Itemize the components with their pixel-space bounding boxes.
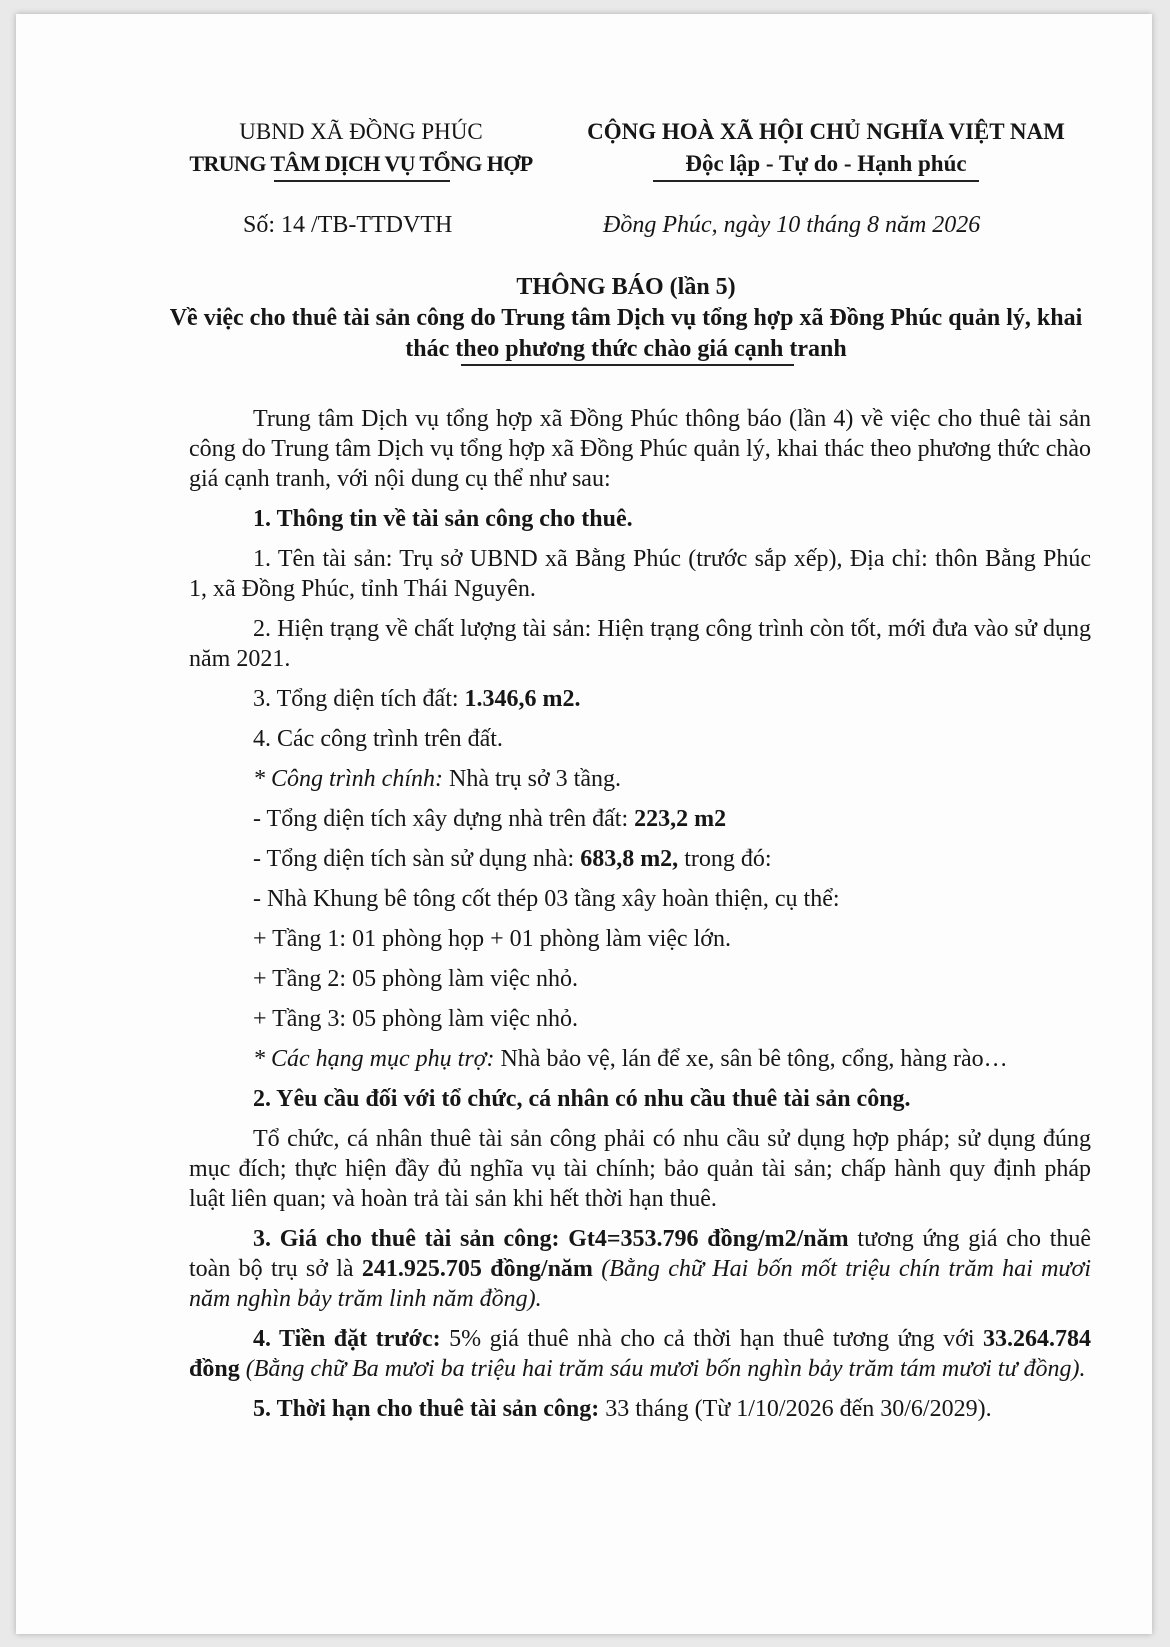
auxiliary-works-value: Nhà bảo vệ, lán để xe, sân bê tông, cổng, hàng rào… — [494, 1046, 1008, 1072]
floor-3: + Tầng 3: 05 phòng làm việc nhỏ. — [253, 1006, 579, 1032]
price-in-words: (Bằng chữ Hai bốn mốt triệu chín trăm hai mươi năm nghìn bảy trăm linh năm đồng). — [189, 1256, 1091, 1312]
total-annual-price: 241.925.705 đồng/năm — [361, 1256, 593, 1282]
section-2-text: Tổ chức, cá nhân thuê tài sản công phải có nhu cầu sử dụng hợp pháp; sử dụng đúng mục đích; thực hiện đầy đủ nghĩa vụ tài chính; bảo quản tài sản; chấp hành quy định pháp luật liên quan; và hoàn trả tài sản khi hết thời hạn thuê. — [189, 1126, 1091, 1212]
issuer-underline — [274, 180, 450, 182]
auxiliary-works — [189, 1044, 1091, 1074]
main-works — [189, 764, 1091, 794]
document-title: THÔNG BÁO (lần 5) — [516, 274, 736, 300]
section-5-term — [189, 1394, 1091, 1424]
document-page — [16, 14, 1152, 1634]
main-works-value: Nhà trụ sở 3 tầng. — [443, 766, 621, 792]
document-date: Đồng Phúc, ngày 10 tháng 8 năm 2026 — [603, 212, 981, 238]
frame-structure: - Nhà Khung bê tông cốt thép 03 tầng xây hoàn thiện, cụ thể: — [253, 886, 840, 912]
issuer-org: TRUNG TÂM DỊCH VỤ TỔNG HỢP — [189, 151, 533, 176]
section-3-price — [189, 1224, 1091, 1314]
lease-term: 33 tháng (Từ 1/10/2026 đến 30/6/2029). — [599, 1396, 992, 1422]
document-number: Số: 14 /TB-TTDVTH — [243, 212, 453, 238]
section-3-label: 3. Giá cho thuê tài sản công: — [253, 1226, 569, 1252]
asset-condition: 2. Hiện trạng về chất lượng tài sản: Hiện trạng công trình còn tốt, mới đưa vào sử dụng năm 2021. — [189, 616, 1091, 672]
floor-area-tail: trong đó: — [678, 846, 772, 872]
floor-1: + Tầng 1: 01 phòng họp + 01 phòng làm việc lớn. — [253, 926, 731, 952]
document-title-block — [166, 272, 1086, 365]
deposit-amount: 33.264.784 đồng — [189, 1326, 1091, 1382]
unit-price: Gt4=353.796 đồng/m2/năm — [568, 1226, 849, 1252]
deposit-in-words: (Bằng chữ Ba mươi ba triệu hai trăm sáu mươi bốn nghìn bảy trăm tám mươi tư đồng). — [239, 1356, 1086, 1382]
floor-area-value: 683,8 m2, — [580, 846, 679, 872]
build-area — [189, 804, 1091, 834]
land-area — [189, 684, 1091, 714]
floor-2: + Tầng 2: 05 phòng làm việc nhỏ. — [253, 966, 579, 992]
section-2-heading: 2. Yêu cầu đối với tổ chức, cá nhân có nhu cầu thuê tài sản công. — [253, 1086, 911, 1112]
land-area-value: 1.346,6 m2. — [464, 686, 581, 712]
asset-name: 1. Tên tài sản: Trụ sở UBND xã Bằng Phúc (trước sắp xếp), Địa chỉ: thôn Bằng Phúc 1, xã Đồng Phúc, tỉnh Thái Nguyên. — [189, 546, 1091, 602]
section-4-deposit — [189, 1324, 1091, 1384]
land-area-label: 3. Tổng diện tích đất: — [253, 686, 465, 712]
floor-area — [189, 844, 1091, 874]
document-subtitle: Về việc cho thuê tài sản công do Trung tâm Dịch vụ tổng hợp xã Đồng Phúc quản lý, khai thác theo phương thức chào giá cạnh tranh — [169, 305, 1083, 362]
section-4-label: 4. Tiền đặt trước: — [253, 1326, 441, 1352]
works-on-land: 4. Các công trình trên đất. — [253, 726, 503, 752]
section-4-mid: 5% giá thuê nhà cho cả thời hạn thuê tương ứng với — [440, 1326, 983, 1352]
issuer-header — [166, 116, 556, 180]
national-motto: Độc lập - Tự do - Hạnh phúc — [685, 151, 967, 176]
build-area-label: - Tổng diện tích xây dựng nhà trên đất: — [253, 806, 635, 832]
build-area-value: 223,2 m2 — [634, 806, 727, 832]
motto-underline — [653, 180, 979, 182]
auxiliary-works-label: * Các hạng mục phụ trợ: — [253, 1046, 495, 1072]
document-body — [189, 404, 1091, 1434]
section-1-heading: 1. Thông tin về tài sản công cho thuê. — [253, 506, 633, 532]
section-5-label: 5. Thời hạn cho thuê tài sản công: — [253, 1396, 600, 1422]
main-works-label: * Công trình chính: — [253, 766, 443, 792]
section-3-mid: tương ứng giá cho thuê toàn bộ trụ sở là — [189, 1226, 1092, 1282]
issuer-parent-org: UBND XÃ ĐỒNG PHÚC — [239, 119, 483, 144]
national-title: CỘNG HOÀ XÃ HỘI CHỦ NGHĨA VIỆT NAM — [587, 119, 1065, 144]
national-header — [556, 116, 1096, 180]
intro-paragraph: Trung tâm Dịch vụ tổng hợp xã Đồng Phúc thông báo (lần 4) về việc cho thuê tài sản công do Trung tâm Dịch vụ tổng hợp xã Đồng Phúc quản lý, khai thác theo phương thức chào giá cạnh tranh, với nội dung cụ thể như sau: — [189, 406, 1091, 492]
title-underline — [461, 364, 794, 366]
floor-area-label: - Tổng diện tích sàn sử dụng nhà: — [253, 846, 581, 872]
